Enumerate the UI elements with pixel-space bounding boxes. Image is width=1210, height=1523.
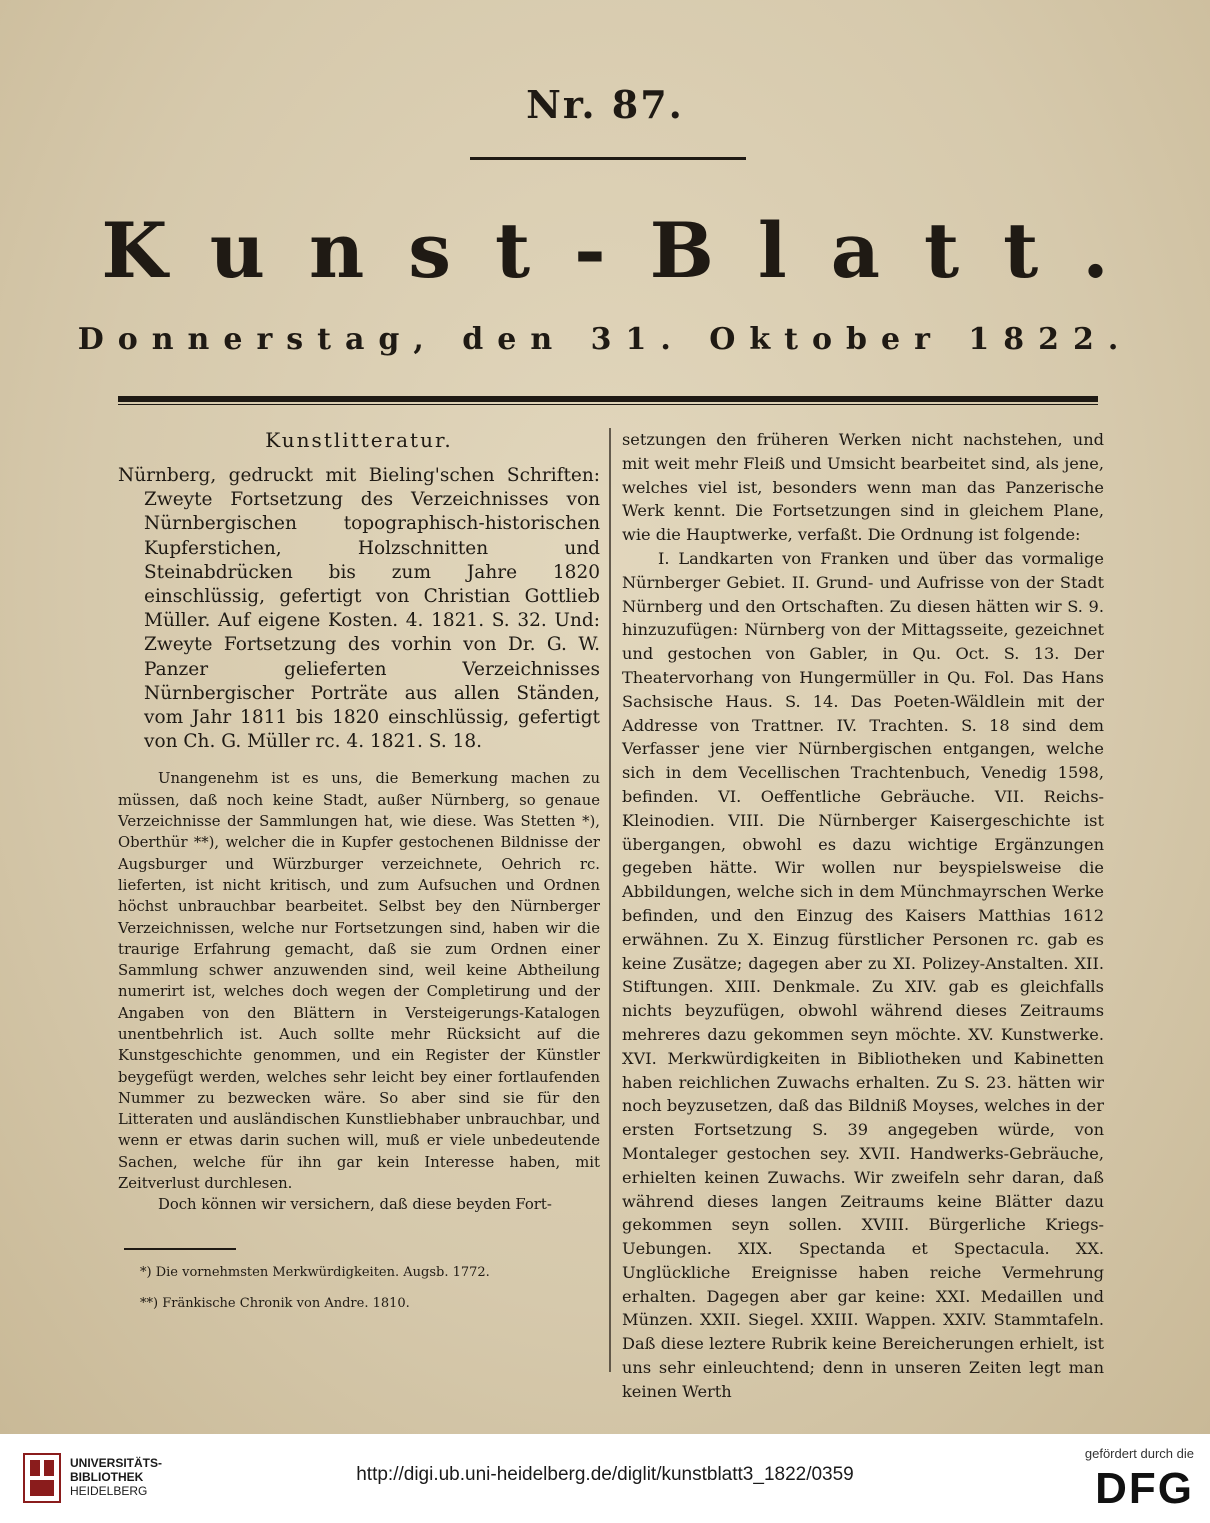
review-paragraph: Unangenehm ist es uns, die Bemerkung machen zu müssen, daß noch keine Stadt, außer Nürnberg, so genaue Verzeichnisse der Sammlungen hat, wie diese. Was Stetten *), Oberthür **), welcher die in Kupfer gestochenen Bildnisse der Augsburger und Würzburger verzeichnete, Oehrich rc. lieferten, ist nicht kritisch, und zum Aufsuchen und Ordnen höchst unbrauchbar bearbeitet. Selbst bey den Nürnberger Verzeichnissen, welche nur Fortsetzungen sind, haben wir die traurige Erfahrung gemacht, daß sie zum Ordnen einer Sammlung schwer anzuwenden sind, weil keine Abtheilung numerirt ist, welches doch wegen der Completirung und der Angaben von den Blättern in Versteigerungs-Katalogen unentbehrlich ist. Auch sollte mehr Rücksicht auf die Kunstgeschichte genommen, und ein Register der Künstler beygefügt werden, welches sehr leicht bey einer fortlaufenden Nummer zu bezwecken wäre. So aber sind sie für den Litteraten und ausländischen Kunstliebhaber unbrauchbar, und wenn er etwas darin suchen will, muß er viele unbedeutende Sachen, welche für ihn gar kein Interesse haben, mit Zeitverlust durchlesen.	[118, 770, 600, 1193]
footnote-1: *) Die vornehmsten Merkwürdigkeiten. Augsb. 1772.	[140, 1264, 490, 1280]
logo-line-2: BIBLIOTHEK	[70, 1470, 144, 1484]
classification-paragraph: I. Landkarten von Franken und über das vormalige Nürnberger Gebiet. II. Grund- und Aufrisse von der Stadt Nürnberg und den Ortschaften. Zu diesen hätten wir S. 9. hinzuzufügen: Nürnberg von der Mittagsseite, gezeichnet und gestochen von Gabler, in Qu. Oct. S. 13. Der Theatervorhang von Hungermüller in Qu. Fol. Das Hans Sachsische Haus. S. 14. Das Poeten-Wäldlein mit der Addresse von Trattner. IV. Trachten. S. 18 sind dem Verfasser jene vier Nürnbergischen entgangen, welche sich in dem Vecellischen Trachtenbuch, Venedig 1598, befinden. VI. Oeffentliche Gebräuche. VII. Reichs-Kleinodien. VIII. Die Nürnberger Kaisergeschichte ist übergangen, obwohl es dazu wichtige Ergänzungen gegeben hätte. Wir wollen nur beyspielsweise die Abbildungen, welche sich in dem Münchmayrschen Werke befinden, und den Einzug des Kaisers Matthias 1612 erwähnen. Zu X. Einzug fürstlicher Personen rc. gab es keine Zusätze; dagegen aber zu XI. Polizey-Anstalten. XII. Stiftungen. XIII. Denkmale. Zu XIV. gab es gleichfalls nichts beyzufügen, obwohl während dieses Zeitraums mehreres dazu gekommen seyn möchte. XV. Kunstwerke. XVI. Merkwürdigkeiten in Bibliotheken und Kabinetten haben reichlichen Zuwachs erhalten. Zu S. 23. hätten wir noch beyzusetzen, daß das Bildniß Moyses, welches in der ersten Fortsetzung S. 39 angegeben würde, von Montaleger gestochen sey. XVII. Handwerks-Gebräuche, erhielten keinen Zuwachs. Wir zweifeln sehr daran, daß während dieses langen Zeitraums keine Blätter dazu gekommen seyn sollen. XVIII. Bürgerliche Kriegs-Uebungen. XIX. Spectanda et Spectacula. XX. Unglückliche Ereignisse haben reiche Vermehrung erhalten. Dagegen aber gar keine: XXI. Medaillen und Münzen. XXII. Siegel. XXIII. Wappen. XXIV. Stammtafeln. Daß diese leztere Rubrik keine Bereicherungen erhielt, ist uns sehr einleuchtend; denn in unseren Zeiten legt man keinen Werth	[622, 548, 1104, 1401]
masthead-title: Kunst-Blatt.	[101, 206, 1153, 295]
right-column	[622, 428, 1104, 1404]
permalink-url[interactable]: http://digi.ub.uni-heidelberg.de/diglit/kunstblatt3_1822/0359	[356, 1464, 854, 1485]
continued-paragraph: setzungen den früheren Werken nicht nachstehen, und mit weit mehr Fleiß und Umsicht bearbeitet sind, als jene, welches viel ist, besonders wenn man das Panzerische Werk kennt. Die Fortsetzungen sind in gleichem Plane, wie die Hauptwerke, verfaßt. Die Ordnung ist folgende:	[622, 430, 1104, 545]
review-paragraph-continued: Doch können wir versichern, daß diese beyden Fort-	[158, 1196, 552, 1214]
masthead-rule-thick	[118, 396, 1098, 402]
footnote-2: **) Fränkische Chronik von Andre. 1810.	[140, 1295, 410, 1311]
left-column	[118, 428, 600, 1326]
dateline: Donnerstag, den 31. Oktober 1822.	[77, 322, 1133, 357]
header-rule	[470, 157, 746, 160]
dfg-logo: DFG	[1095, 1464, 1194, 1513]
logo-line-3: HEIDELBERG	[70, 1484, 148, 1498]
issue-number: Nr. 87.	[526, 82, 684, 127]
logo-line-1: UNIVERSITÄTS-	[70, 1456, 163, 1470]
column-divider	[609, 428, 611, 1372]
section-heading: Kunstlitteratur.	[265, 428, 453, 452]
masthead-rule-thin	[118, 404, 1098, 405]
footnote-rule	[124, 1248, 236, 1250]
viewer-footer	[0, 1434, 1210, 1523]
bibliographic-entry: Nürnberg, gedruckt mit Bieling'schen Schriften: Zweyte Fortsetzung des Verzeichnisses von Nürnbergischen topographisch-historischen Kupferstichen, Holzschnitten und Steinabdrücken bis zum Jahre 1820 einschlüssig, gefertigt von Christian Gottlieb Müller. Auf eigene Kosten. 4. 1821. S. 32. Und: Zweyte Fortsetzung des vorhin von Dr. G. W. Panzer gelieferten Verzeichnisses Nürnbergischer Porträte aus allen Ständen, vom Jahr 1811 bis 1820 einschlüssig, gefertigt von Ch. G. Müller rc. 4. 1821. S. 18.	[118, 465, 600, 753]
funder-label: gefördert durch die	[1084, 1446, 1194, 1461]
